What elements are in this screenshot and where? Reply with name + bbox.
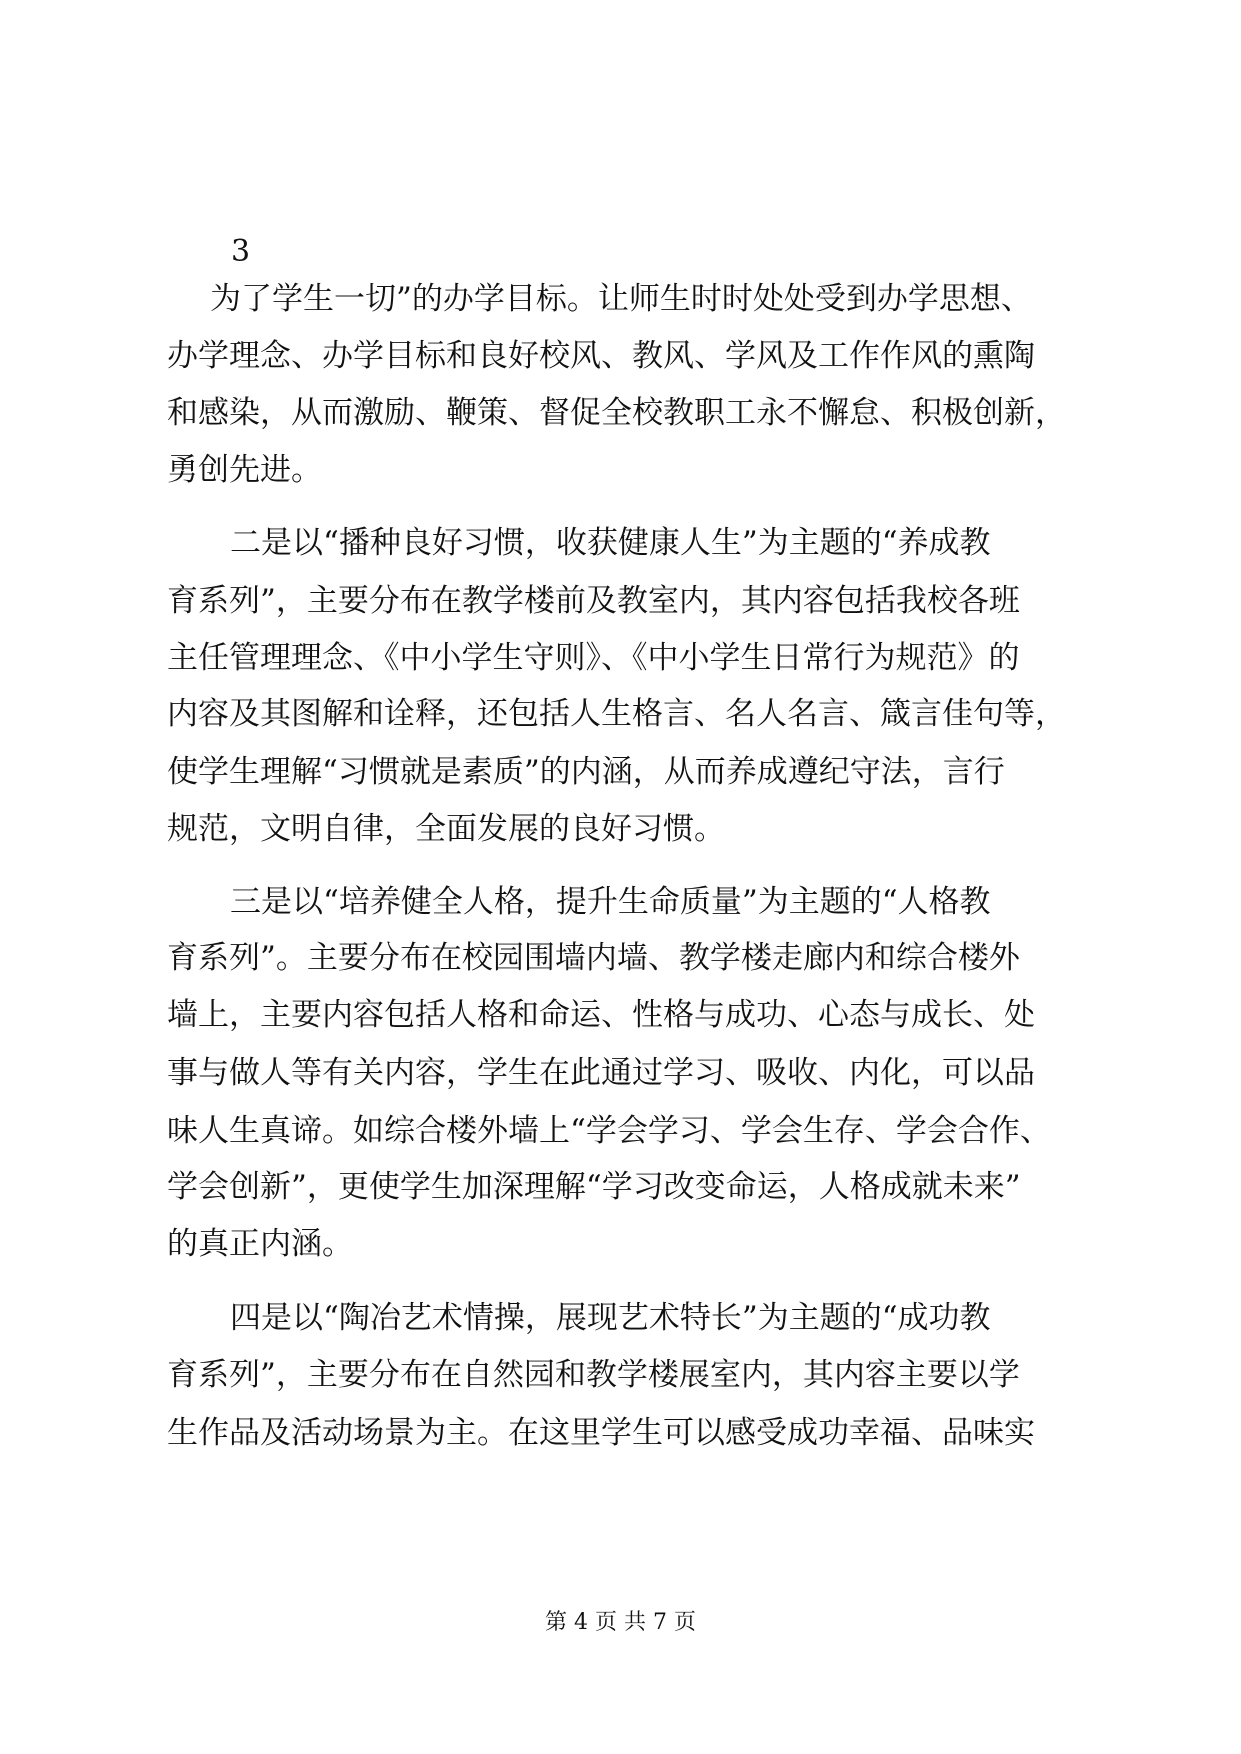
text-line: 办学理念、办学目标和良好校风、教风、学风及工作作风的熏陶 bbox=[167, 338, 1035, 374]
text-line: 规范，文明自律，全面发展的良好习惯。 bbox=[167, 811, 725, 847]
text-line: 和感染，从而激励、鞭策、督促全校教职工永不懈怠、积极创新， bbox=[167, 395, 1066, 431]
text-line: 味人生真谛。如综合楼外墙上“学会学习、学会生存、学会合作、 bbox=[167, 1113, 1051, 1149]
text-line: 四是以“陶冶艺术情操，展现艺术特长”为主题的“成功教 bbox=[230, 1300, 991, 1336]
text-line: 生作品及活动场景为主。在这里学生可以感受成功幸福、品味实 bbox=[167, 1415, 1035, 1451]
text-line: 使学生理解“习惯就是素质”的内涵，从而养成遵纪守法，言行 bbox=[167, 754, 1005, 790]
text-line: 主任管理理念、《中小学生守则》、《中小学生日常行为规范》的 bbox=[167, 640, 1020, 676]
text-line: 墙上，主要内容包括人格和命运、性格与成功、心态与成长、处 bbox=[167, 997, 1035, 1033]
text-line: 育系列”，主要分布在自然园和教学楼展室内，其内容主要以学 bbox=[167, 1357, 1020, 1393]
text-line: 的真正内涵。 bbox=[167, 1226, 353, 1262]
text-line: 为了学生一切”的办学目标。让师生时时处处受到办学思想、 bbox=[210, 281, 1032, 317]
text-line: 二是以“播种良好习惯，收获健康人生”为主题的“养成教 bbox=[230, 525, 991, 561]
text-line: 事与做人等有关内容，学生在此通过学习、吸收、内化，可以品 bbox=[167, 1055, 1035, 1091]
text-line: 勇创先进。 bbox=[167, 452, 322, 488]
text-line: 学会创新”，更使学生加深理解“学习改变命运，人格成就未来” bbox=[167, 1169, 1021, 1205]
text-line: 育系列”。主要分布在校园围墙内墙、教学楼走廊内和综合楼外 bbox=[167, 940, 1020, 976]
text-line: 三是以“培养健全人格，提升生命质量”为主题的“人格教 bbox=[230, 884, 991, 920]
text-line: 育系列”，主要分布在教学楼前及教室内，其内容包括我校各班 bbox=[167, 583, 1020, 619]
page-footer: 第 4 页 共 7 页 bbox=[545, 1610, 696, 1635]
page-marker: 3 bbox=[231, 234, 251, 269]
text-line: 内容及其图解和诠释，还包括人生格言、名人名言、箴言佳句等， bbox=[167, 696, 1066, 732]
